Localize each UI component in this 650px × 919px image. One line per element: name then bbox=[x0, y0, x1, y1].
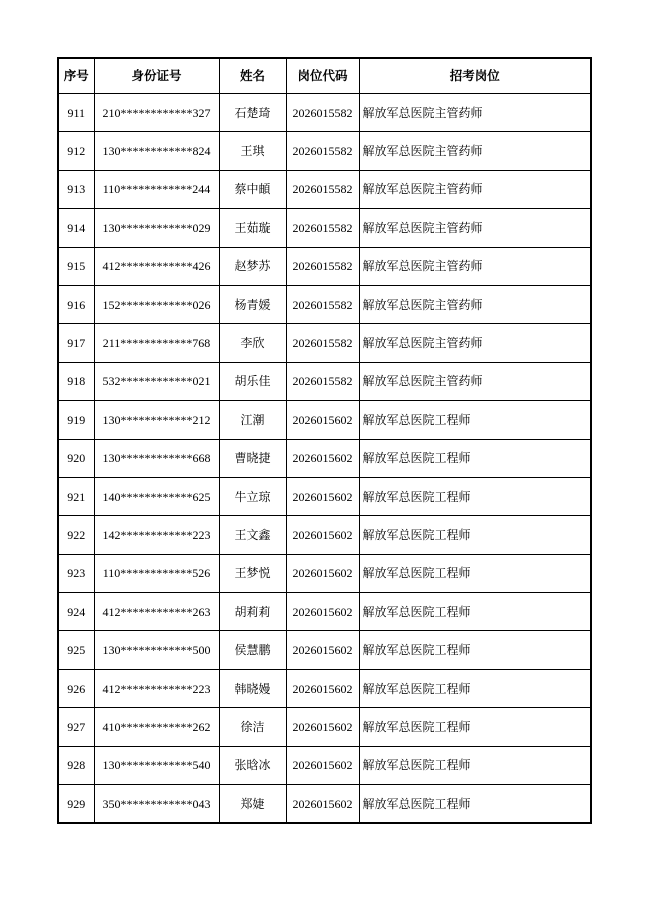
job-code-cell: 2026015602 bbox=[286, 401, 359, 439]
job-title-cell: 解放军总医院主管药师 bbox=[359, 285, 591, 323]
table-row bbox=[58, 324, 591, 362]
name-cell: 王琪 bbox=[219, 132, 286, 170]
id-number-cell: 412************223 bbox=[94, 669, 219, 707]
job-title-cell: 解放军总医院工程师 bbox=[359, 746, 591, 784]
job-code-cell: 2026015582 bbox=[286, 132, 359, 170]
job-title-cell: 解放军总医院工程师 bbox=[359, 439, 591, 477]
job-code-cell: 2026015602 bbox=[286, 708, 359, 746]
job-title-cell: 解放军总医院主管药师 bbox=[359, 132, 591, 170]
job-code-cell: 2026015602 bbox=[286, 554, 359, 592]
name-cell: 赵梦苏 bbox=[219, 247, 286, 285]
serial-cell: 928 bbox=[58, 746, 94, 784]
table-row bbox=[58, 708, 591, 746]
id-number-cell: 152************026 bbox=[94, 285, 219, 323]
serial-cell: 920 bbox=[58, 439, 94, 477]
table-row bbox=[58, 516, 591, 554]
serial-cell: 918 bbox=[58, 362, 94, 400]
name-cell: 郑婕 bbox=[219, 785, 286, 824]
job-code-cell: 2026015582 bbox=[286, 94, 359, 132]
table-row bbox=[58, 477, 591, 515]
table-row bbox=[58, 94, 591, 132]
id-number-cell: 130************668 bbox=[94, 439, 219, 477]
table-row bbox=[58, 209, 591, 247]
name-cell: 蔡中頔 bbox=[219, 170, 286, 208]
name-cell: 王梦悦 bbox=[219, 554, 286, 592]
applicant-table bbox=[57, 57, 592, 824]
table-row bbox=[58, 285, 591, 323]
job-code-cell: 2026015582 bbox=[286, 247, 359, 285]
serial-cell: 926 bbox=[58, 669, 94, 707]
serial-cell: 929 bbox=[58, 785, 94, 824]
id-number-cell: 130************500 bbox=[94, 631, 219, 669]
job-code-cell: 2026015582 bbox=[286, 324, 359, 362]
serial-cell: 919 bbox=[58, 401, 94, 439]
job-title-cell: 解放军总医院工程师 bbox=[359, 401, 591, 439]
table-row bbox=[58, 132, 591, 170]
name-cell: 李欣 bbox=[219, 324, 286, 362]
serial-cell: 922 bbox=[58, 516, 94, 554]
name-cell: 胡莉莉 bbox=[219, 593, 286, 631]
id-number-cell: 140************625 bbox=[94, 477, 219, 515]
column-header-serial: 序号 bbox=[58, 58, 94, 94]
job-title-cell: 解放军总医院工程师 bbox=[359, 708, 591, 746]
column-header-name: 姓名 bbox=[219, 58, 286, 94]
column-header-job-code: 岗位代码 bbox=[286, 58, 359, 94]
table-row bbox=[58, 362, 591, 400]
serial-cell: 913 bbox=[58, 170, 94, 208]
job-code-cell: 2026015582 bbox=[286, 285, 359, 323]
table-row bbox=[58, 401, 591, 439]
job-code-cell: 2026015602 bbox=[286, 631, 359, 669]
name-cell: 侯慧鹏 bbox=[219, 631, 286, 669]
job-code-cell: 2026015602 bbox=[286, 785, 359, 824]
id-number-cell: 532************021 bbox=[94, 362, 219, 400]
job-code-cell: 2026015602 bbox=[286, 516, 359, 554]
id-number-cell: 410************262 bbox=[94, 708, 219, 746]
name-cell: 王文鑫 bbox=[219, 516, 286, 554]
job-title-cell: 解放军总医院主管药师 bbox=[359, 324, 591, 362]
job-title-cell: 解放军总医院工程师 bbox=[359, 785, 591, 824]
table-row bbox=[58, 746, 591, 784]
job-code-cell: 2026015602 bbox=[286, 593, 359, 631]
job-title-cell: 解放军总医院主管药师 bbox=[359, 209, 591, 247]
job-title-cell: 解放军总医院工程师 bbox=[359, 554, 591, 592]
serial-cell: 924 bbox=[58, 593, 94, 631]
job-title-cell: 解放军总医院主管药师 bbox=[359, 170, 591, 208]
name-cell: 韩晓嫚 bbox=[219, 669, 286, 707]
name-cell: 石楚琦 bbox=[219, 94, 286, 132]
name-cell: 杨青媛 bbox=[219, 285, 286, 323]
serial-cell: 921 bbox=[58, 477, 94, 515]
table-row bbox=[58, 247, 591, 285]
table-row bbox=[58, 785, 591, 824]
table-row bbox=[58, 170, 591, 208]
job-title-cell: 解放军总医院工程师 bbox=[359, 631, 591, 669]
id-number-cell: 130************029 bbox=[94, 209, 219, 247]
column-header-job-title: 招考岗位 bbox=[359, 58, 591, 94]
serial-cell: 927 bbox=[58, 708, 94, 746]
name-cell: 江潮 bbox=[219, 401, 286, 439]
job-code-cell: 2026015602 bbox=[286, 746, 359, 784]
serial-cell: 916 bbox=[58, 285, 94, 323]
id-number-cell: 130************212 bbox=[94, 401, 219, 439]
id-number-cell: 130************540 bbox=[94, 746, 219, 784]
serial-cell: 912 bbox=[58, 132, 94, 170]
job-code-cell: 2026015602 bbox=[286, 439, 359, 477]
serial-cell: 923 bbox=[58, 554, 94, 592]
name-cell: 张晗冰 bbox=[219, 746, 286, 784]
job-code-cell: 2026015602 bbox=[286, 477, 359, 515]
id-number-cell: 110************526 bbox=[94, 554, 219, 592]
name-cell: 曹晓捷 bbox=[219, 439, 286, 477]
job-code-cell: 2026015582 bbox=[286, 362, 359, 400]
id-number-cell: 110************244 bbox=[94, 170, 219, 208]
job-code-cell: 2026015582 bbox=[286, 170, 359, 208]
serial-cell: 914 bbox=[58, 209, 94, 247]
name-cell: 徐洁 bbox=[219, 708, 286, 746]
name-cell: 胡乐佳 bbox=[219, 362, 286, 400]
job-title-cell: 解放军总医院工程师 bbox=[359, 669, 591, 707]
table-row bbox=[58, 439, 591, 477]
table-row bbox=[58, 631, 591, 669]
job-code-cell: 2026015602 bbox=[286, 669, 359, 707]
serial-cell: 925 bbox=[58, 631, 94, 669]
table-header bbox=[58, 58, 591, 94]
table-row bbox=[58, 593, 591, 631]
job-title-cell: 解放军总医院工程师 bbox=[359, 593, 591, 631]
table-row bbox=[58, 669, 591, 707]
job-title-cell: 解放军总医院主管药师 bbox=[359, 247, 591, 285]
serial-cell: 917 bbox=[58, 324, 94, 362]
id-number-cell: 412************426 bbox=[94, 247, 219, 285]
name-cell: 牛立琼 bbox=[219, 477, 286, 515]
job-title-cell: 解放军总医院主管药师 bbox=[359, 94, 591, 132]
table-body bbox=[58, 94, 591, 824]
job-code-cell: 2026015582 bbox=[286, 209, 359, 247]
job-title-cell: 解放军总医院工程师 bbox=[359, 477, 591, 515]
id-number-cell: 210************327 bbox=[94, 94, 219, 132]
id-number-cell: 130************824 bbox=[94, 132, 219, 170]
id-number-cell: 350************043 bbox=[94, 785, 219, 824]
job-title-cell: 解放军总医院工程师 bbox=[359, 516, 591, 554]
column-header-id-number: 身份证号 bbox=[94, 58, 219, 94]
serial-cell: 911 bbox=[58, 94, 94, 132]
table-row bbox=[58, 554, 591, 592]
id-number-cell: 412************263 bbox=[94, 593, 219, 631]
id-number-cell: 142************223 bbox=[94, 516, 219, 554]
header-row bbox=[58, 58, 591, 94]
serial-cell: 915 bbox=[58, 247, 94, 285]
id-number-cell: 211************768 bbox=[94, 324, 219, 362]
name-cell: 王茹璇 bbox=[219, 209, 286, 247]
job-title-cell: 解放军总医院主管药师 bbox=[359, 362, 591, 400]
